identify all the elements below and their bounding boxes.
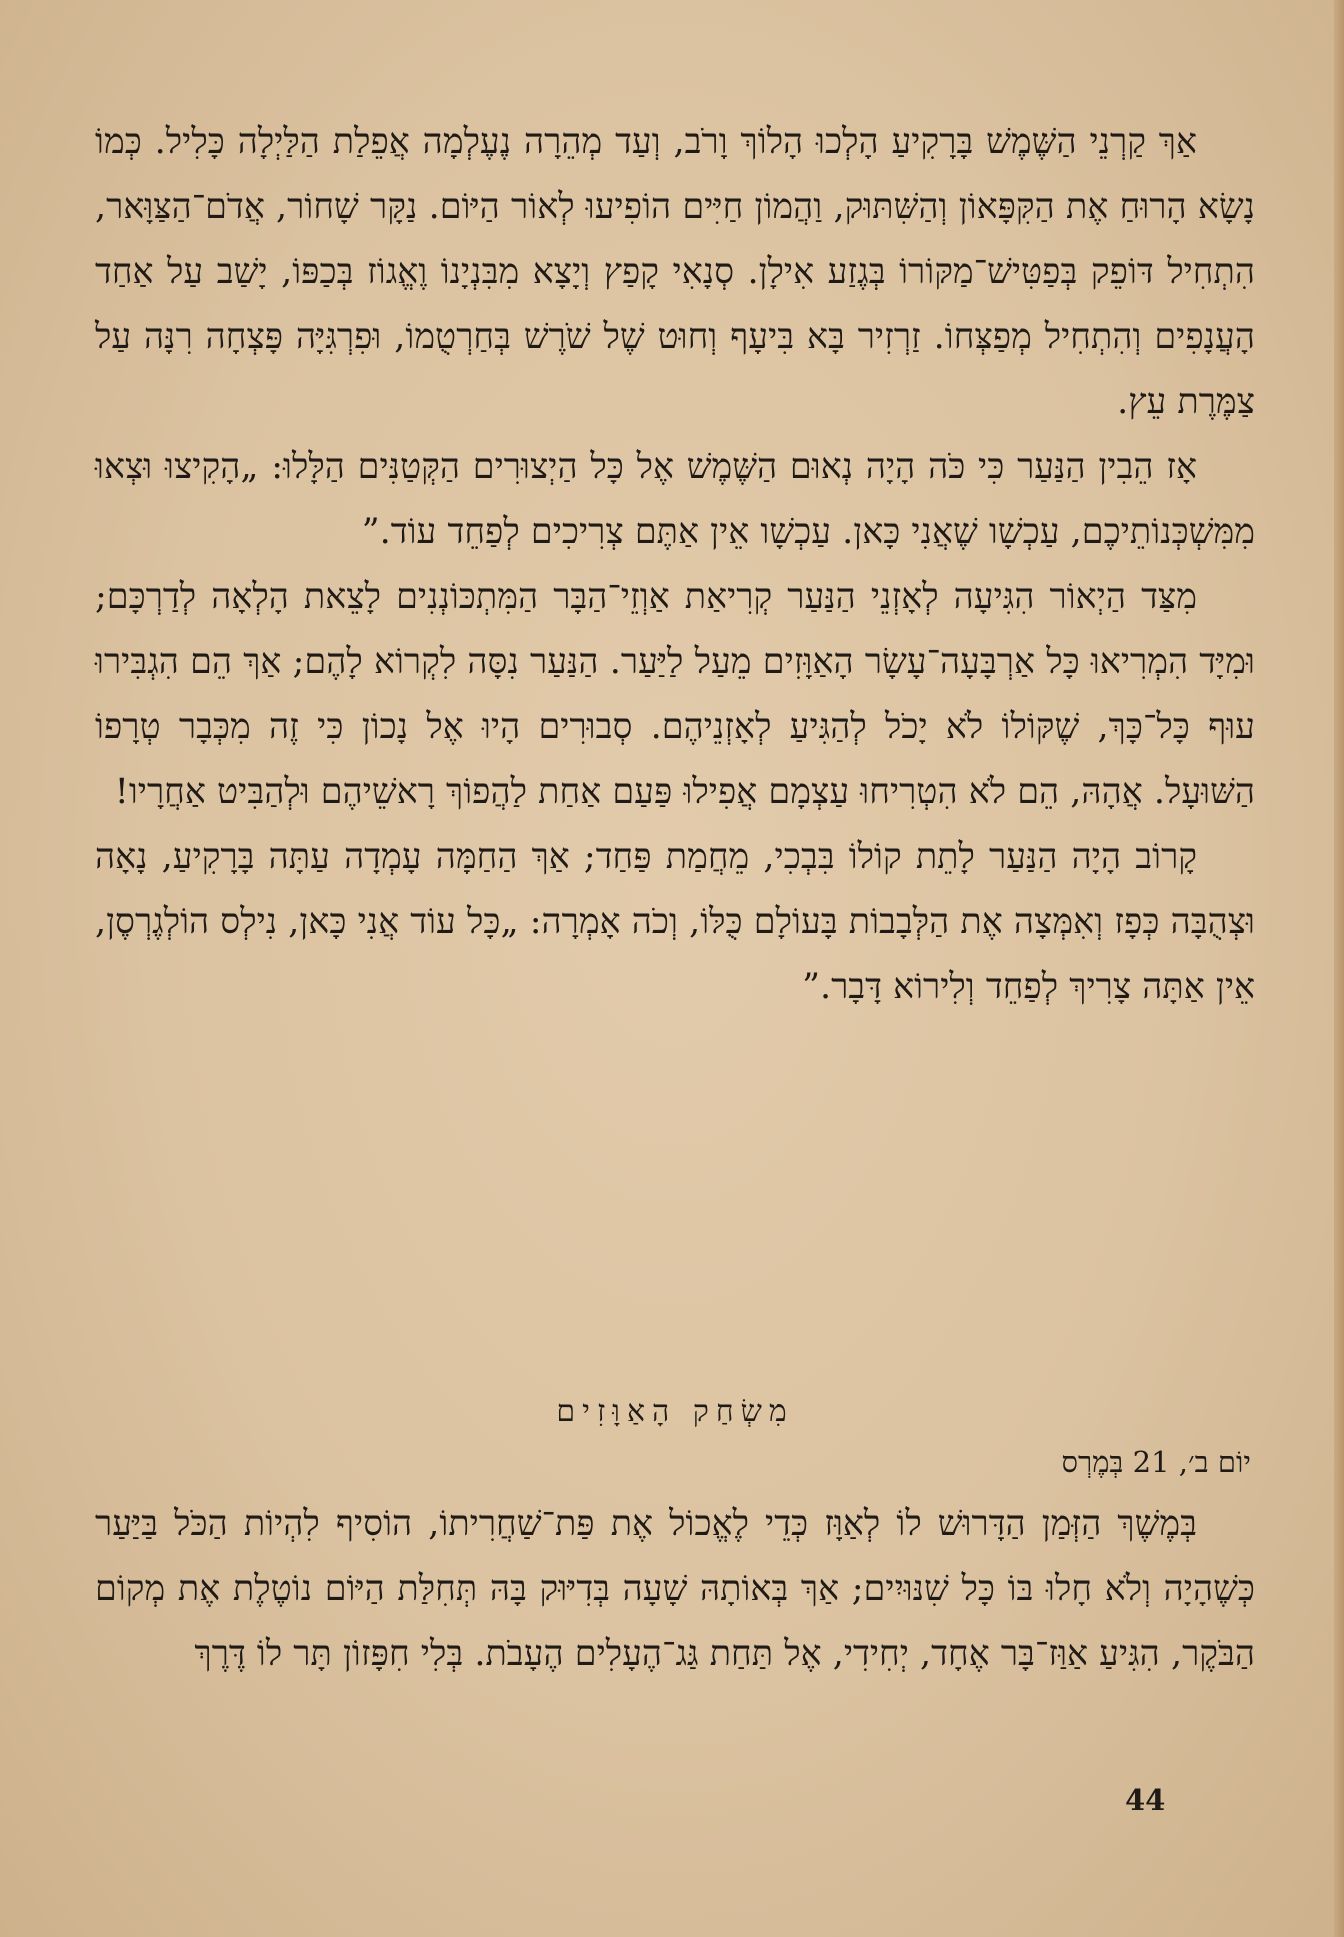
paragraph: אָז הֵבִין הַנַּעַר כִּי כֹּה הָיָה נְאוּם הַשֶּׁמֶשׁ אֶל כָּל הַיְצוּרִים הַקְּטַנִּים הַלָּלוּ: „הָקִיצוּ וּצְאוּ מִמִּשְׁכְּנוֹתֵיכֶם, עַכְשָׁו שֶׁאֲנִי כָּאן. עַכְשָׁו אֵין אַתֶּם צְרִיכִים לְפַחֵד עוֹד.”: [95, 447, 1255, 552]
paragraph: קָרוֹב הָיָה הַנַּעַר לָתֵת קוֹלוֹ בִּבְכִי, מֵחֲמַת פַּחַד; אַךְ הַחַמָּה עָמְדָה עַתָּה בָּרָקִיעַ, נָאָה וּצְהֻבָּה כְּפָז וְאִמְּצָה אֶת הַלְּבָבוֹת בָּעוֹלָם כֻּלּוֹ, וְכֹה אָמְרָה: „כָּל עוֹד אֲנִי כָּאן, נִילְס הוֹלְגֶרְסֶן, אֵין אַתָּה צָרִיךְ לְפַחֵד וְלִירוֹא דָּבָר.”: [95, 837, 1255, 1007]
date-line: יוֹם ב׳, 21 בְּמֶרְס: [1061, 1445, 1251, 1479]
paragraph: מִצַּד הַיְאוֹר הִגִּיעָה לְאָזְנֵי הַנַּעַר קְרִיאַת אַוְזֵי־הַבָּר הַמִּתְכּוֹנְנִים לָצֵאת הָלְאָה לְדַרְכָּם; וּמִיָּד הִמְרִיאוּ כָּל אַרְבָּעָה־עָשָׂר הָאַוָּזִים מֵעַל לַיַּעַר. הַנַּעַר נִסָּה לִקְרוֹא לָהֶם; אַךְ הֵם הִגְבִּירוּ עוּף כָּל־כָּךְ, שֶׁקּוֹלוֹ לֹא יָכֹל לְהַגִּיעַ לְאָזְנֵיהֶם. סְבוּרִים הָיוּ אֶל נָכוֹן כִּי זֶה מִכְּבָר טְרָפוֹ הַשּׁוּעָל. אֲהָהּ, הֵם לֹא הִטְרִיחוּ עַצְמָם אֲפִילוּ פַּעַם אַחַת לַהֲפוֹךְ רָאשֵׁיהֶם וּלְהַבִּיט אַחֲרָיו!: [95, 577, 1255, 812]
paragraph: אַךְ קַרְנֵי הַשֶּׁמֶשׁ בָּרָקִיעַ הָלְכוּ הָלוֹךְ וָרֹב, וְעַד מְהֵרָה נֶעֶלְמָה אֲפֵלַת הַלַּיְלָה כָּלִיל. כְּמוֹ נָשָׂא הָרוּחַ אֶת הַקִּפָּאוֹן וְהַשִּׁתּוּק, וַהֲמוֹן חַיִּים הוֹפִיעוּ לְאוֹר הַיּוֹם. נַקָּר שָׁחוֹר, אֲדֹם־הַצַּוָּאר, הִתְחִיל דּוֹפֵק בְּפַטִּישׁ־מַקּוֹרוֹ בְּגֶזַע אִילָן. סְנָאִי קָפַץ וְיָצָא מִבִּנְיָנוֹ וֶאֱגוֹז בְּכַפּוֹ, יָשַׁב עַל אַחַד הָעֲנָפִים וְהִתְחִיל מְפַצְּחוֹ. זַרְזִיר בָּא בִּיעָף וְחוּט שֶׁל שֹׁרֶשׁ בְּחַרְטֻמוֹ, וּפִרְגִּיָּה פָּצְחָה רִנָּה עַל צַמֶּרֶת עֵץ.: [95, 122, 1255, 422]
main-text: [95, 110, 1255, 1020]
paragraph: בְּמֶשֶׁךְ הַזְּמַן הַדָּרוּשׁ לוֹ לְאַוָּז כְּדֵי לֶאֱכוֹל אֶת פַּת־שַׁחֲרִיתוֹ, הוֹסִיף לִהְיוֹת הַכֹּל בַּיַּעַר כְּשֶׁהָיָה וְלֹא חָלוּ בּוֹ כָּל שִׁנּוּיִים; אַךְ בְּאוֹתָהּ שָׁעָה בְּדִיּוּק בָּהּ תְּחִלַּת הַיּוֹם נוֹטֶלֶת אֶת מְקוֹם הַבֹּקֶר, הִגִּיעַ אַוַּז־בָּר אֶחָד, יְחִידִי, אֶל תַּחַת גַּג־הֶעָלִים הֶעָבֹת. בְּלִי חִפָּזוֹן תָּר לוֹ דֶּרֶךְ: [95, 1504, 1255, 1674]
chapter-heading: מִשְׂחַק הָאַוָּזִים: [556, 1394, 794, 1429]
chapter-text: [95, 1492, 1255, 1687]
page-edge: [1334, 0, 1344, 1937]
page-number: 44: [1125, 1783, 1166, 1817]
